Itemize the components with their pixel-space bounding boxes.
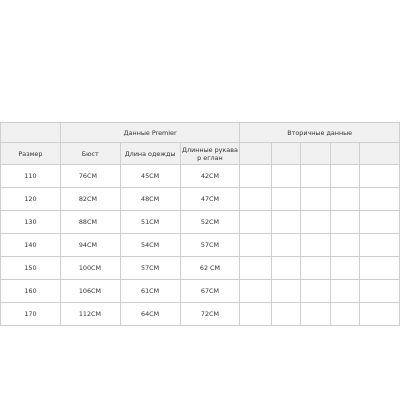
empty-cell — [301, 188, 330, 211]
column-header-bust: Бюст — [60, 143, 120, 165]
length-cell: 54CM — [120, 234, 180, 257]
empty-cell — [360, 143, 400, 165]
size-cell: 150 — [1, 257, 61, 280]
header-blank-cell — [1, 123, 61, 143]
sleeve-cell: 72CM — [180, 303, 240, 326]
empty-cell — [330, 143, 359, 165]
empty-cell — [330, 211, 359, 234]
sleeve-cell: 47CM — [180, 188, 240, 211]
empty-cell — [271, 303, 300, 326]
empty-cell — [360, 303, 400, 326]
primary-data-header: Данные Premier — [60, 123, 240, 143]
empty-cell — [360, 165, 400, 188]
table-row — [1, 188, 400, 211]
empty-cell — [240, 165, 271, 188]
empty-cell — [330, 234, 359, 257]
bust-cell: 112CM — [60, 303, 120, 326]
group-header-row — [1, 123, 400, 143]
empty-cell — [360, 280, 400, 303]
bust-cell: 94CM — [60, 234, 120, 257]
empty-cell — [360, 257, 400, 280]
length-cell: 45CM — [120, 165, 180, 188]
empty-cell — [330, 280, 359, 303]
empty-cell — [240, 143, 271, 165]
table-row — [1, 165, 400, 188]
empty-cell — [240, 211, 271, 234]
empty-cell — [271, 257, 300, 280]
secondary-data-header: Вторичные данные — [240, 123, 400, 143]
table-row — [1, 234, 400, 257]
sleeve-cell: 67CM — [180, 280, 240, 303]
size-cell: 130 — [1, 211, 61, 234]
length-cell: 61CM — [120, 280, 180, 303]
empty-cell — [360, 211, 400, 234]
empty-cell — [301, 234, 330, 257]
column-header-row — [1, 143, 400, 165]
empty-cell — [330, 188, 359, 211]
length-cell: 51CM — [120, 211, 180, 234]
table-row — [1, 211, 400, 234]
empty-cell — [240, 234, 271, 257]
bust-cell: 88CM — [60, 211, 120, 234]
sleeve-cell: 57CM — [180, 234, 240, 257]
empty-cell — [301, 257, 330, 280]
sleeve-cell: 52CM — [180, 211, 240, 234]
empty-cell — [330, 165, 359, 188]
size-table — [0, 122, 400, 326]
sleeve-cell: 42CM — [180, 165, 240, 188]
empty-cell — [271, 188, 300, 211]
empty-cell — [271, 234, 300, 257]
empty-cell — [240, 303, 271, 326]
column-header-size: Размер — [1, 143, 61, 165]
column-header-sleeve: Длинные рукава р еглан — [180, 143, 240, 165]
size-cell: 110 — [1, 165, 61, 188]
empty-cell — [301, 303, 330, 326]
empty-cell — [330, 257, 359, 280]
empty-cell — [301, 143, 330, 165]
empty-cell — [240, 188, 271, 211]
empty-cell — [271, 280, 300, 303]
empty-cell — [271, 211, 300, 234]
empty-cell — [330, 303, 359, 326]
table-row — [1, 280, 400, 303]
length-cell: 64CM — [120, 303, 180, 326]
size-cell: 160 — [1, 280, 61, 303]
empty-cell — [271, 165, 300, 188]
empty-cell — [360, 234, 400, 257]
length-cell: 48CM — [120, 188, 180, 211]
empty-cell — [301, 211, 330, 234]
size-cell: 120 — [1, 188, 61, 211]
table-row — [1, 303, 400, 326]
empty-cell — [240, 280, 271, 303]
bust-cell: 100CM — [60, 257, 120, 280]
bust-cell: 106CM — [60, 280, 120, 303]
empty-cell — [301, 280, 330, 303]
column-header-length: Длина одежды — [120, 143, 180, 165]
bust-cell: 82CM — [60, 188, 120, 211]
size-cell: 170 — [1, 303, 61, 326]
empty-cell — [301, 165, 330, 188]
sleeve-cell: 62 CM — [180, 257, 240, 280]
empty-cell — [240, 257, 271, 280]
table-row — [1, 257, 400, 280]
empty-cell — [360, 188, 400, 211]
size-cell: 140 — [1, 234, 61, 257]
length-cell: 57CM — [120, 257, 180, 280]
bust-cell: 76CM — [60, 165, 120, 188]
empty-cell — [271, 143, 300, 165]
